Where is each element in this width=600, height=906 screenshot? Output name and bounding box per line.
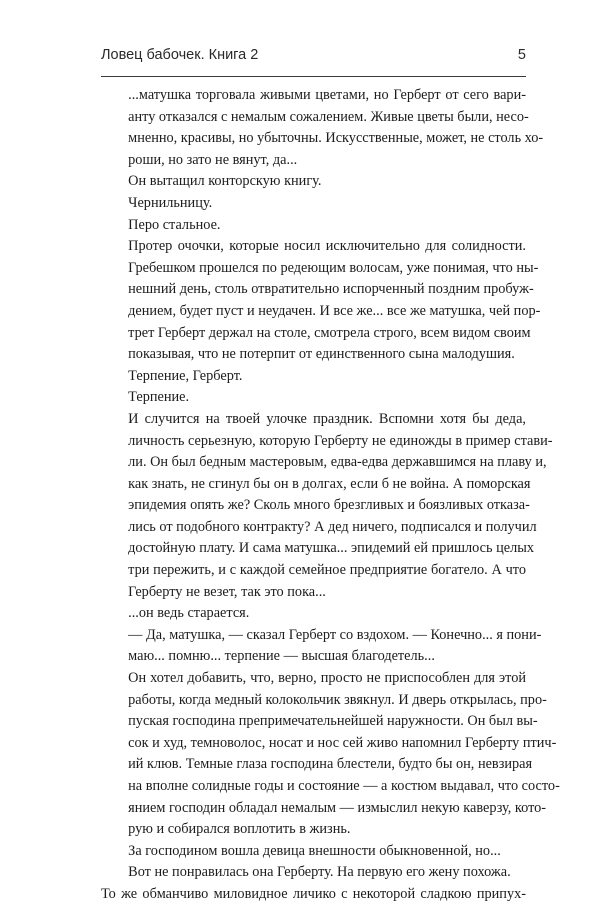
paragraph — [101, 85, 544, 171]
text-line: Гребешком прошелся по редеющим волосам, уже понимая, что ны- — [128, 259, 539, 276]
text-line: анту отказался с немалым сожалением. Живые цветы были, несо- — [128, 108, 529, 125]
text-line: сок и худ, темноволос, носат и нос сей живо напомнил Герберту птич- — [128, 734, 557, 751]
text-line: три пережить, и с каждой семейное предприятие богатело. А что — [128, 562, 526, 579]
text-line: ...матушка торговала живыми цветами, но Герберт от сего вари- — [128, 87, 526, 103]
text-line: Перо стальное. — [128, 216, 221, 233]
text-line: ...он ведь старается. — [128, 605, 250, 622]
text-line: маю... помню... терпение — высшая благодетель... — [128, 648, 435, 665]
text-line: ий клюв. Темные глаза господина блестели, будто бы он, невзирая — [128, 756, 533, 773]
text-line: мненно, красивы, но убыточны. Искусственные, может, не столь хо- — [128, 130, 544, 147]
text-line: ли. Он был бедным мастеровым, едва-едва державшимся на плаву и, — [128, 454, 547, 471]
paragraph — [101, 236, 541, 366]
text-line: трет Герберт держал на столе, смотрела строго, всем видом своим — [128, 324, 531, 341]
paragraph — [101, 193, 526, 215]
paragraph — [101, 409, 553, 603]
text-line: Чернильницу. — [128, 194, 213, 211]
paragraph — [101, 171, 526, 193]
text-line: достойную плату. И сама матушка... эпидемий ей пришлось целых — [128, 540, 535, 557]
running-header — [101, 36, 526, 77]
book-title: Ловец бабочек. Книга 2 — [101, 47, 259, 63]
paragraph — [101, 668, 560, 841]
text-line: нешний день, столь отвратительно испорченный поздним пробуж- — [128, 281, 534, 298]
text-line: Протер очочки, которые носил исключительно для солидности. — [128, 238, 526, 255]
text-line: роши, но зато не вянут, да... — [128, 151, 298, 168]
text-line: Он вытащил конторскую книгу. — [128, 173, 322, 190]
text-line: рую и собирался воплотить в жизнь. — [128, 821, 351, 838]
text-line: лись от подобного контракту? А дед ничего, подписался и получил — [128, 518, 537, 535]
text-line: эпидемия опять же? Сколь много брезгливых и боязливых отказа- — [128, 497, 530, 514]
text-line: Он хотел добавить, что, верно, просто не приспособлен для этой — [128, 670, 526, 687]
text-line: дением, будет пуст и неудачен. И все же... все же матушка, чей пор- — [128, 302, 541, 319]
page-number: 5 — [517, 47, 526, 63]
text-line: работы, когда медный колокольчик звякнул. И дверь открылась, про- — [128, 691, 547, 708]
text-line: — Да, матушка, — сказал Герберт со вздохом. — Конечно... я пони- — [128, 626, 542, 643]
text-line: как знать, не сгинул бы он в долгах, если б не война. А поморская — [128, 475, 531, 492]
paragraph — [101, 841, 526, 863]
text-line: Терпение. — [128, 389, 190, 406]
text-line: То же обманчиво миловидное личико с некоторой сладкою припух- — [101, 885, 526, 902]
text-line: на вполне солидные годы и состояние — а костюм выдавал, что состо- — [128, 778, 560, 794]
paragraph — [101, 603, 526, 625]
text-line: янием господин обладал немалым — измыслил некую каверзу, кото- — [128, 799, 547, 816]
text-line: показывая, что не потерпит от единственного сына малодушия. — [128, 346, 515, 363]
paragraph — [101, 387, 526, 409]
paragraph — [101, 625, 542, 668]
paragraph — [101, 862, 526, 884]
text-line: личность серьезную, которую Герберту не единожды в пример стави- — [128, 432, 553, 449]
text-line: Вот не понравилась она Герберту. На первую его жену похожа. — [128, 864, 511, 881]
text-line: За господином вошла девица внешности обыкновенной, но... — [128, 842, 501, 859]
text-line: Герберту не везет, так это пока... — [128, 583, 326, 600]
text-line: И случится на твоей улочке праздник. Вспомни хотя бы деда, — [128, 410, 526, 427]
text-line: пуская господина препримечательнейшей наружности. Он был вы- — [128, 713, 538, 730]
paragraph — [101, 215, 526, 237]
text-line: Терпение, Герберт. — [128, 367, 243, 384]
body-text — [101, 85, 560, 906]
paragraph — [101, 366, 526, 388]
paragraph — [101, 884, 526, 906]
